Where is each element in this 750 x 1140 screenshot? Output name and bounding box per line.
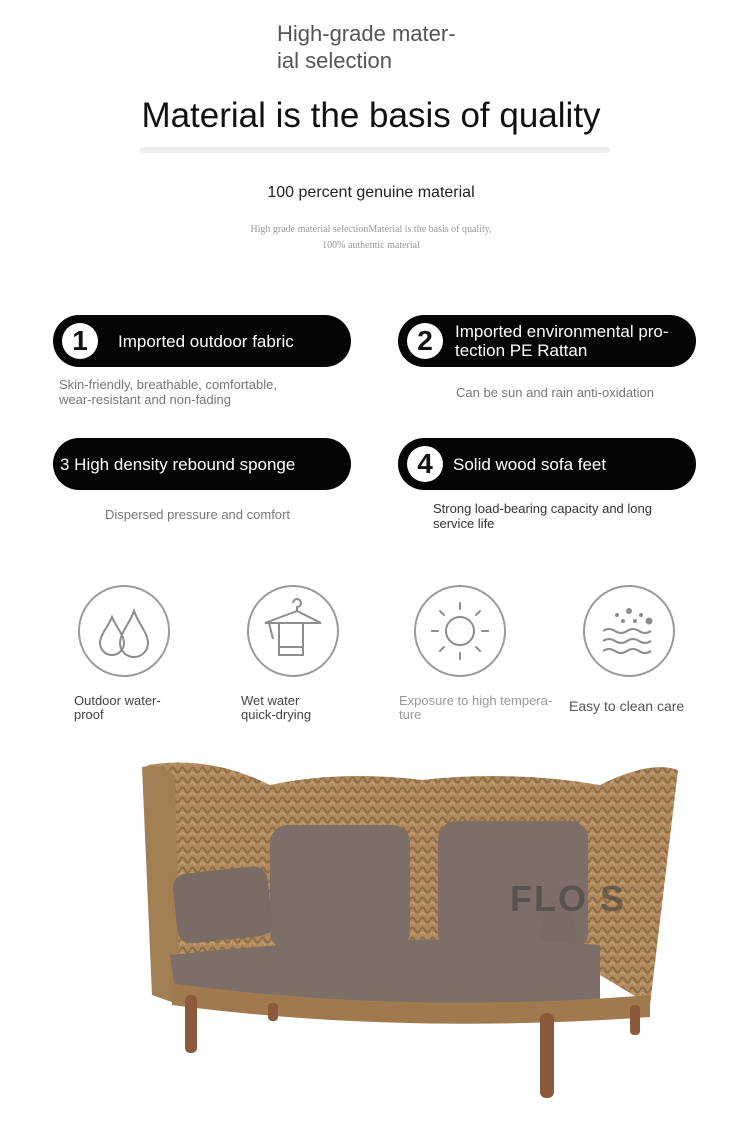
number-badge-2: 2 — [407, 323, 443, 359]
small-note — [0, 222, 742, 254]
icon-label-1 — [74, 694, 194, 722]
sun-icon — [414, 585, 506, 677]
icon-label-1-line-2: proof — [74, 707, 104, 722]
feature-desc-1-line-2: wear-resistant and non-fading — [59, 392, 231, 407]
note-line-2: 100% authentic material — [322, 240, 420, 251]
icon-label-2 — [241, 694, 361, 722]
icon-label-3 — [399, 694, 559, 722]
icon-label-4: Easy to clean care — [569, 698, 685, 714]
subtitle-line-2: ial selection — [277, 48, 392, 73]
feature-title-1: Imported outdoor fabric — [118, 331, 294, 351]
feature-title-4: Solid wood sofa feet — [453, 454, 607, 474]
sofa-image — [130, 755, 690, 1115]
feature-title-2-line-1: Imported environmental pro- — [455, 322, 669, 341]
feature-desc-4 — [433, 501, 693, 531]
feature-pill-2 — [398, 315, 696, 367]
icon-label-1-line-1: Outdoor water- — [74, 693, 161, 708]
number-badge-1: 1 — [62, 323, 98, 359]
number-badge-4: 4 — [407, 446, 443, 482]
feature-desc-4-line-1: Strong load-bearing capacity and long — [433, 501, 652, 516]
subtitle-line-1: High-grade mater- — [277, 21, 456, 46]
feature-desc-1 — [59, 377, 349, 407]
faint-divider — [140, 147, 610, 153]
feature-pill-4 — [398, 438, 696, 490]
water-drops-icon — [78, 585, 170, 677]
towel-hanger-icon — [247, 585, 339, 677]
feature-pill-1 — [53, 315, 351, 367]
icon-label-3-line-1: Exposure to high tempera- — [399, 693, 553, 708]
tagline: 100 percent genuine material — [267, 184, 475, 201]
feature-desc-4-line-2: service life — [433, 516, 495, 531]
feature-desc-2: Can be sun and rain anti-oxidation — [456, 385, 655, 400]
note-line-1: High grade material selectionMaterial is the basis of quality, — [250, 224, 492, 235]
clean-care-icon — [583, 585, 675, 677]
icon-label-3-line-2: ture — [399, 707, 422, 722]
feature-title-2 — [455, 322, 669, 360]
page-headline: Material is the basis of quality — [141, 96, 601, 135]
feature-pill-3 — [53, 438, 351, 490]
feature-desc-1-line-1: Skin-friendly, breathable, comfortable, — [59, 377, 277, 392]
icon-label-2-line-2: quick-drying — [241, 707, 312, 722]
feature-desc-3: Dispersed pressure and comfort — [105, 507, 290, 522]
feature-title-3: 3 High density rebound sponge — [60, 454, 296, 474]
brand-watermark: FLO S — [510, 878, 626, 919]
feature-title-2-line-2: tection PE Rattan — [455, 341, 588, 360]
section-subtitle — [277, 20, 497, 74]
icon-label-2-line-1: Wet water — [241, 693, 300, 708]
